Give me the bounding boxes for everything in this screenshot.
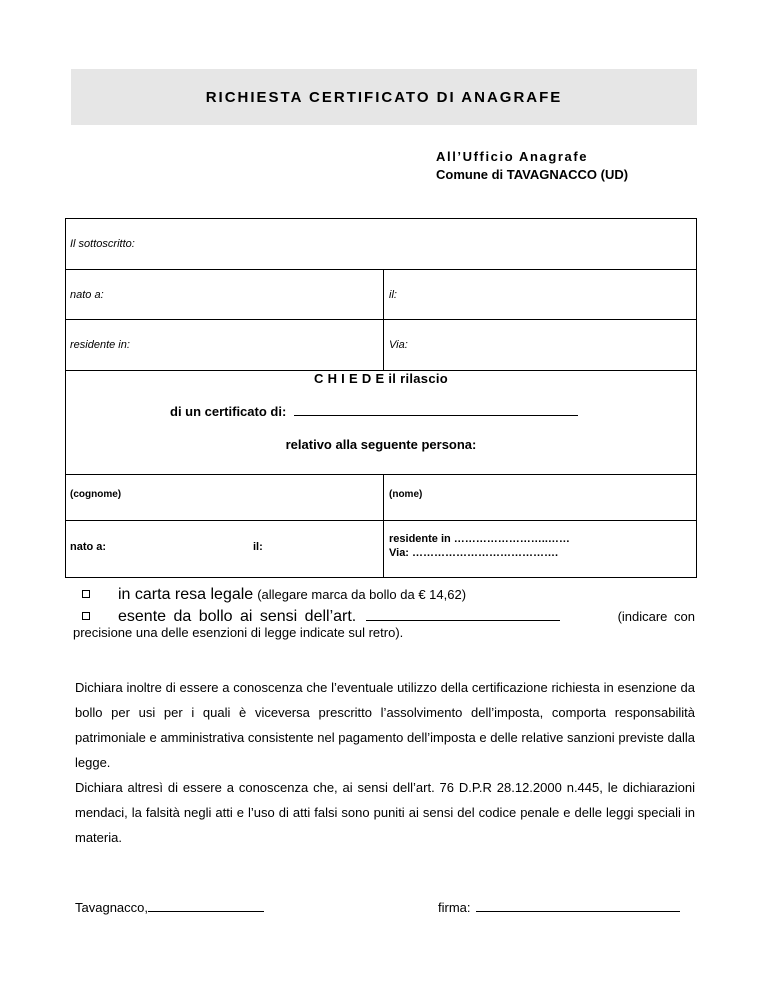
signature-input-line[interactable] xyxy=(476,898,680,912)
option-carta-legale-label: in carta resa legale xyxy=(118,586,254,603)
persona-nato-a-field[interactable]: nato a: xyxy=(70,541,107,553)
residente-field[interactable]: residente in: xyxy=(70,339,130,351)
addressee-office: All’Ufficio Anagrafe xyxy=(436,149,589,164)
persona-residente-field[interactable]: residente in ……………………..…… xyxy=(389,533,570,545)
row-divider xyxy=(66,269,696,270)
persona-via-field[interactable]: Via: …………………………………. xyxy=(389,547,559,559)
option-esente-label: esente da bollo ai sensi dell’art. xyxy=(118,608,357,625)
row-divider xyxy=(66,474,696,475)
nato-a-field[interactable]: nato a: xyxy=(70,289,104,301)
addressee-block xyxy=(436,148,628,184)
place-label: Tavagnacco, xyxy=(75,900,148,915)
option-esente-note: (indicare con xyxy=(617,609,695,624)
document-title-band xyxy=(71,69,697,125)
option-esente-bollo xyxy=(77,605,695,624)
column-divider xyxy=(383,269,384,370)
date-input-line[interactable] xyxy=(148,898,264,912)
bollo-options xyxy=(73,586,695,642)
chiede-heading: C H I E D E il rilascio xyxy=(313,371,449,386)
option-carta-legale-note: (allegare marca da bollo da € 14,62) xyxy=(257,587,467,602)
checkbox-icon[interactable] xyxy=(82,590,90,598)
signature-label: firma: xyxy=(438,900,471,915)
data-nascita-field[interactable]: il: xyxy=(389,289,397,301)
place-date-row xyxy=(75,898,264,915)
declaration-paragraph-1: Dichiara inoltre di essere a conoscenza che l’eventuale utilizzo della certificazione richiesta in esenzione da bollo per usi per i quali è viceversa prescritto l’assolvimento dell’imposta, comporta responsabilità patrimoniale e amministrativa consistente nel pagamento dell’imposta e delle relative sanzioni previste dalla legge. xyxy=(75,680,695,770)
cognome-field[interactable]: (cognome) xyxy=(70,489,122,500)
column-divider xyxy=(383,474,384,578)
request-form-table xyxy=(65,218,697,578)
option-esente-continuation: precisione una delle esenzioni di legge indicate sul retro). xyxy=(73,625,404,640)
persona-data-field[interactable]: il: xyxy=(253,541,263,553)
document-title: RICHIESTA CERTIFICATO DI ANAGRAFE xyxy=(205,88,563,106)
row-divider xyxy=(66,520,696,521)
certificato-input-line[interactable] xyxy=(294,402,578,416)
certificato-row xyxy=(170,402,578,419)
sottoscritto-field[interactable]: Il sottoscritto: xyxy=(70,238,135,250)
option-carta-legale xyxy=(77,586,695,605)
certificato-label: di un certificato di: xyxy=(170,404,287,419)
articolo-input-line[interactable] xyxy=(366,605,560,621)
relativo-label: relativo alla seguente persona: xyxy=(285,437,477,452)
nome-field[interactable]: (nome) xyxy=(389,489,423,500)
declaration-paragraph-2: Dichiara altresì di essere a conoscenza che, ai sensi dell’art. 76 D.P.R 28.12.2000 n.445, le dichiarazioni mendaci, la falsità negli atti e l’uso di atti falsi sono puniti ai sensi del codice penale e delle leggi speciali in materia. xyxy=(75,780,695,845)
signature-row xyxy=(438,898,680,915)
checkbox-icon[interactable] xyxy=(82,612,90,620)
declaration-text xyxy=(75,675,695,850)
addressee-municipality: Comune di TAVAGNACCO (UD) xyxy=(436,167,629,182)
via-field[interactable]: Via: xyxy=(389,339,408,351)
row-divider xyxy=(66,319,696,320)
